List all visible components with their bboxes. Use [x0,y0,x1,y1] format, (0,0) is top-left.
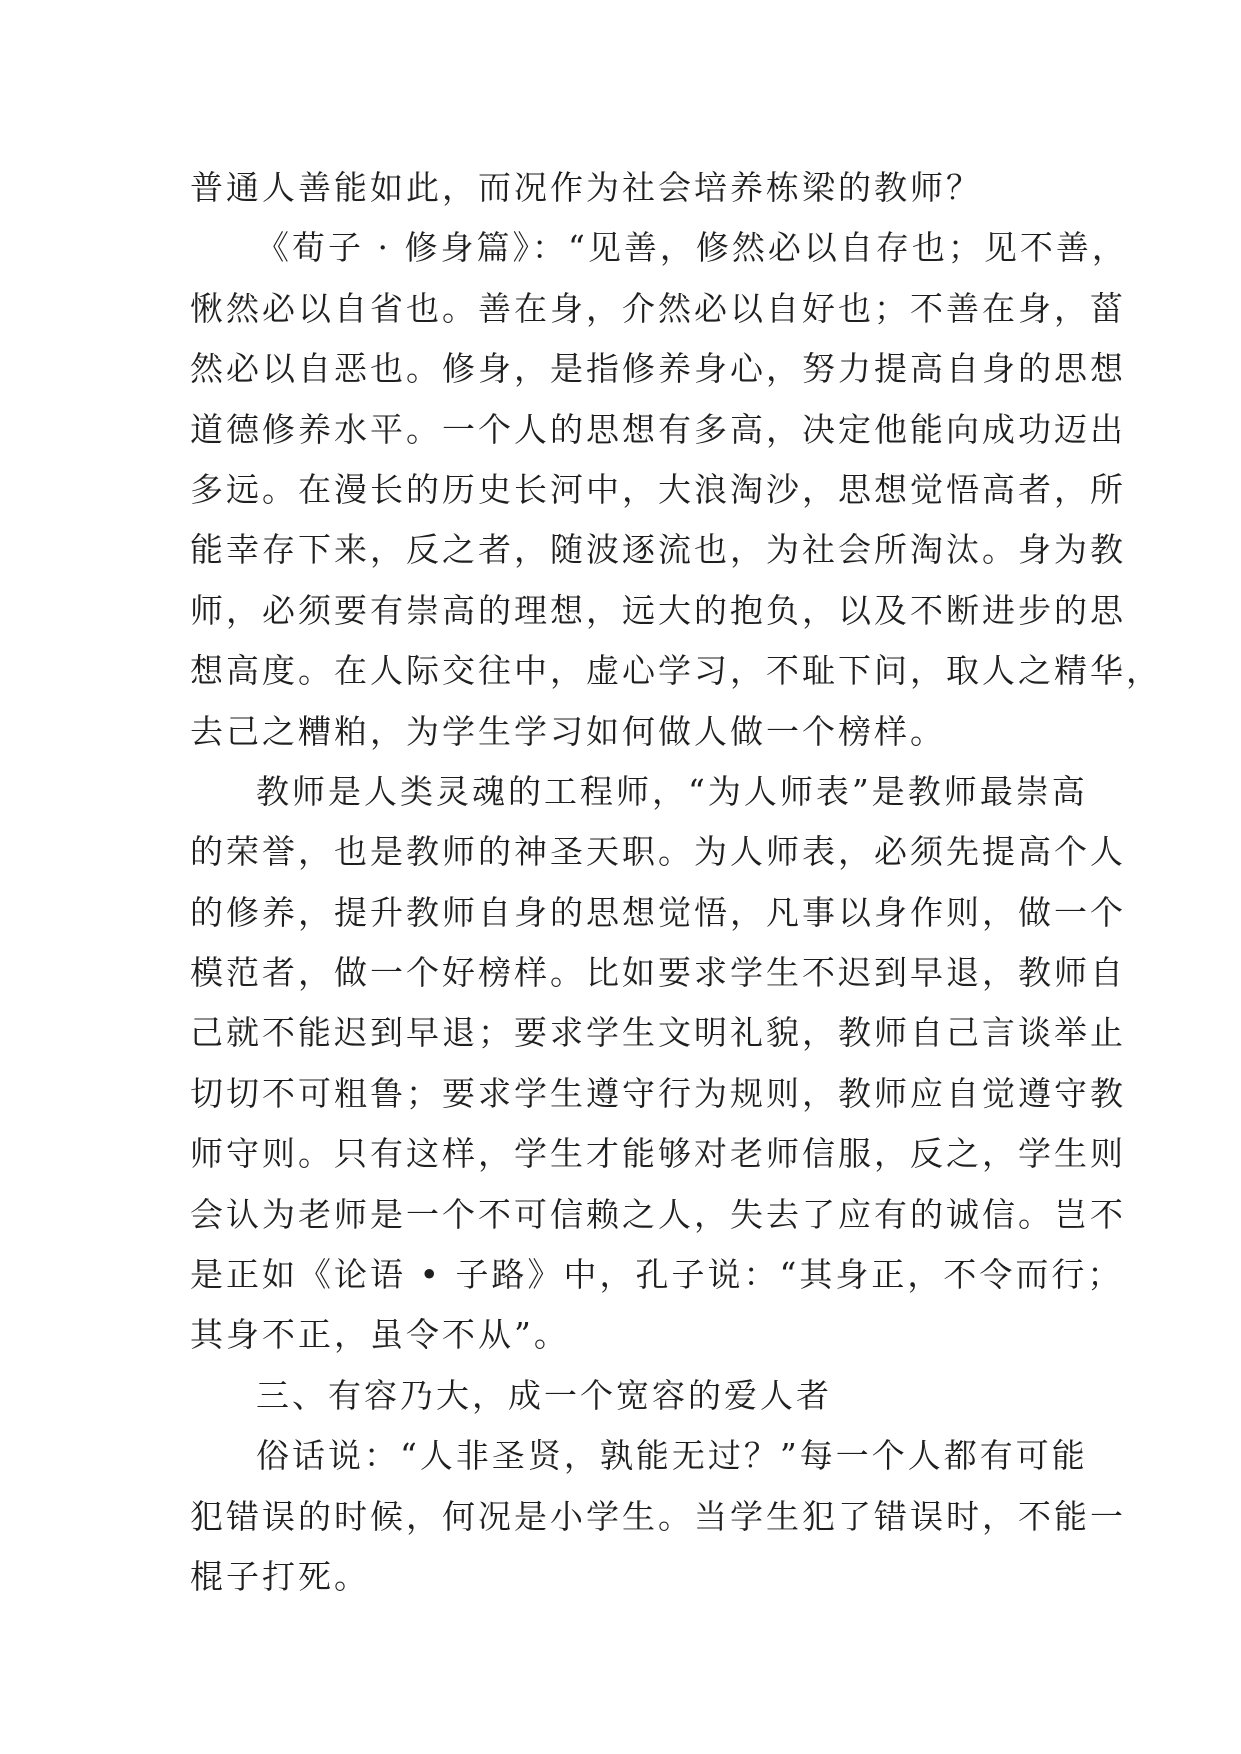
text-line: 去己之糟粕，为学生学习如何做人做一个榜样。 [190,711,946,751]
text-line: 是正如《论语 • 子路》中，孔子说：“其身正，不令而行； [190,1255,1124,1295]
text-line: 师，必须要有崇高的理想，远大的抱负，以及不断进步的思 [190,590,1126,630]
text-line: 愀然必以自省也。善在身，介然必以自好也；不善在身，菑 [190,288,1126,328]
text-line: 模范者，做一个好榜样。比如要求学生不迟到早退，教师自 [190,953,1126,993]
text-line: 普通人善能如此，而况作为社会培养栋梁的教师？ [190,168,982,207]
text-line: 的修养，提升教师自身的思想觉悟，凡事以身作则，做一个 [190,892,1126,932]
text-line: 能幸存下来，反之者，随波逐流也，为社会所淘汰。身为教 [190,530,1126,570]
text-line: 然必以自恶也。修身，是指修养身心，努力提高自身的思想 [190,349,1126,389]
text-line: 己就不能迟到早退；要求学生文明礼貌，教师自己言谈举止 [190,1013,1126,1053]
text-line: 道德修养水平。一个人的思想有多高，决定他能向成功迈出 [190,409,1126,449]
text-line: 《荀子 · 修身篇》：“见善，修然必以自存也；见不善， [256,228,1128,268]
text-line: 会认为老师是一个不可信赖之人，失去了应有的诚信。岂不 [190,1194,1126,1234]
text-line: 多远。在漫长的历史长河中，大浪淘沙，思想觉悟高者，所 [190,469,1126,509]
body-text [190,158,1162,1607]
text-line: 俗话说：“人非圣贤，孰能无过？”每一个人都有可能 [256,1436,1088,1476]
text-line: 的荣誉，也是教师的神圣天职。为人师表，必须先提高个人 [190,832,1126,872]
text-line: 棍子打死。 [190,1556,370,1596]
section-heading: 三、有容乃大，成一个宽容的爱人者 [256,1375,832,1415]
text-line: 师守则。只有这样，学生才能够对老师信服，反之，学生则 [190,1134,1126,1174]
text-line: 切切不可粗鲁；要求学生遵守行为规则，教师应自觉遵守教 [190,1073,1126,1113]
text-line: 其身不正，虽令不从”。 [190,1315,570,1355]
text-line: 犯错误的时候，何况是小学生。当学生犯了错误时，不能一 [190,1496,1126,1536]
text-line: 教师是人类灵魂的工程师，“为人师表”是教师最崇高 [256,771,1088,811]
text-line: 想高度。在人际交往中，虚心学习，不耻下问，取人之精华， [190,651,1162,691]
